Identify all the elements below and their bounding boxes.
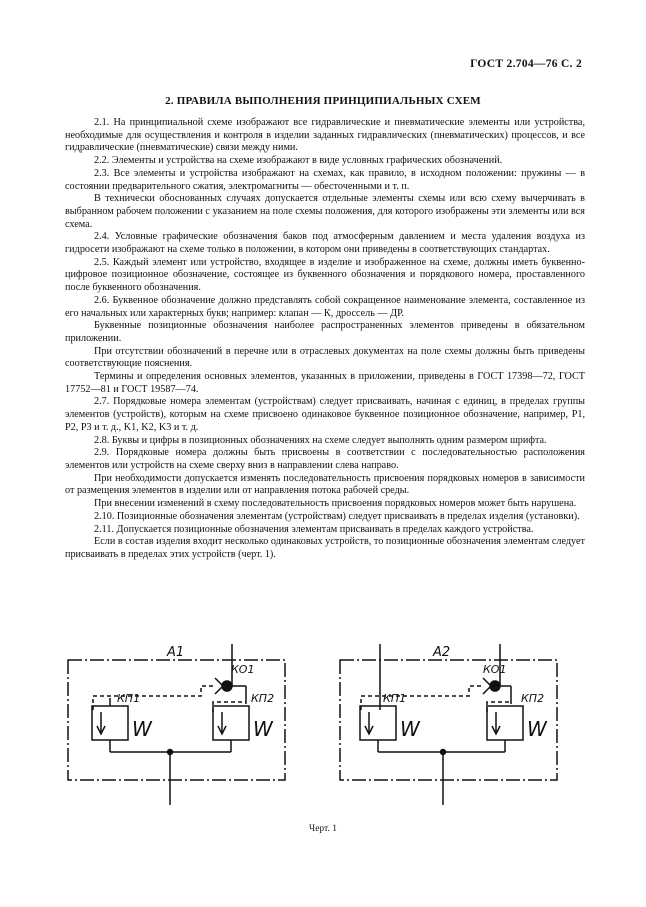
- check-valve-ko1: [215, 678, 246, 704]
- spring-symbol: W: [253, 717, 273, 741]
- valve-kp1-label: КП1: [117, 692, 141, 705]
- valve-kp1-label: КП1: [383, 692, 407, 705]
- paragraph: При отсутствии обозначений в перечне или в отраслевых документах на поле схемы должны быть приведены соответствующие пояснения.: [65, 345, 585, 370]
- paragraph: 2.9. Порядковые номера должны быть присвоены в соответствии с последовательностью расположения элементов или устройств на схеме сверху вниз в направлении слева направо.: [65, 447, 585, 471]
- section-title: 2. ПРАВИЛА ВЫПОЛНЕНИЯ ПРИНЦИПИАЛЬНЫХ СХЕМ: [165, 95, 481, 107]
- check-valve-ko1-a2: [483, 678, 511, 704]
- paragraph: Термины и определения основных элементов, указанных в приложении, приведены в ГОСТ 17398—72, ГОСТ 17752—81 и ГОСТ 19587—74.: [65, 371, 585, 395]
- page-header: ГОСТ 2.704—76 С. 2: [470, 58, 582, 70]
- relief-valve-kp2: [213, 706, 249, 752]
- paragraph: 2.6. Буквенное обозначение должно представлять собой сокращенное наименование элемента, составленное из его начальных или характерных букв; например: клапан — К, дроссель — ДР.: [65, 294, 585, 319]
- check-valve-label: КО1: [231, 663, 255, 676]
- paragraph: 2.8. Буквы и цифры в позиционных обозначениях на схеме следует выполнять одним размером шрифта.: [94, 434, 547, 446]
- spring-symbol: W: [527, 717, 547, 741]
- figure-caption: Черт. 1: [309, 824, 337, 834]
- paragraph: При необходимости допускается изменять последовательность присвоения порядковых номеров в зависимости от размещения элементов в изделии или от направления потока рабочей среды.: [65, 472, 585, 497]
- group-a2-label: А2: [433, 645, 451, 660]
- check-valve-label: КО1: [483, 663, 507, 676]
- paragraph: Буквенные позиционные обозначения наиболее распространенных элементов приведены в обязательном приложении.: [65, 320, 585, 344]
- paragraph: 2.7. Порядковые номера элементам (устройствам) следует присваивать, начиная с единиц, в пределах группы элементов (устройств), которым на схеме присвоено одинаковое буквенное позиционное обозначение, например, P1, P2, P3 и т. д., K1, K2, K3 и т. д.: [65, 396, 585, 433]
- paragraph: В технически обоснованных случаях допускается отдельные элементы схемы или всю схему вычерчивать в выбранном рабочем положении с указанием на поле схемы положения, для которого изображены эти элементы или вся схема.: [65, 193, 585, 230]
- paragraph: 2.1. На принципиальной схеме изображают все гидравлические и пневматические элементы или устройства, необходимые для осуществления и контроля в изделии заданных гидравлических (пневматических) процессов, и все гидравлические (пневматические) связи между ними.: [65, 117, 585, 154]
- spring-symbol: W: [132, 717, 152, 741]
- paragraph: 2.4. Условные графические обозначения баков под атмосферным давлением и места удаления воздуха из гидросети изображают на схеме только в положении, в котором они приведены в соответствующих стандартах.: [65, 231, 585, 256]
- relief-valve-kp1-a2: [360, 706, 396, 752]
- spring-symbol: W: [400, 717, 420, 741]
- hydraulic-diagram: [55, 640, 595, 825]
- body-text: [65, 117, 585, 562]
- paragraph: 2.10. Позиционные обозначения элементам (устройствам) следует присваивать в пределах изделия (установки).: [94, 510, 580, 522]
- paragraph: 2.2. Элементы и устройства на схеме изображают в виде условных графических обозначений.: [94, 155, 503, 167]
- group-a2-boundary: [340, 660, 557, 780]
- group-a1-label: А1: [167, 645, 185, 660]
- paragraph: При внесении изменений в схему последовательность присвоения порядковых номеров может быть нарушена.: [94, 498, 577, 510]
- paragraph: 2.5. Каждый элемент или устройство, входящее в изделие и изображенное на схеме, должны иметь буквенно-цифровое позиционное обозначение, состоящее из буквенного обозначения и порядкового номера, проставленного после буквенного обозначения.: [65, 256, 585, 294]
- relief-valve-kp1: [92, 698, 128, 752]
- valve-kp2-label: КП2: [251, 692, 275, 705]
- paragraph: Если в состав изделия входит несколько одинаковых устройств, то позиционные обозначения элементам следует присваивать в пределах этих устройств (черт. 1).: [65, 536, 585, 560]
- relief-valve-kp2-a2: [487, 706, 523, 752]
- group-a2: [340, 644, 557, 805]
- valve-kp2-label: КП2: [521, 692, 545, 705]
- paragraph: 2.11. Допускается позиционные обозначения элементам присваивать в пределах каждого устройства.: [94, 523, 534, 535]
- paragraph: 2.3. Все элементы и устройства изображают на схемах, как правило, в исходном положении: пружины — в состоянии предварительного сжатия, электромагниты — обесточенными и т. п.: [65, 167, 585, 192]
